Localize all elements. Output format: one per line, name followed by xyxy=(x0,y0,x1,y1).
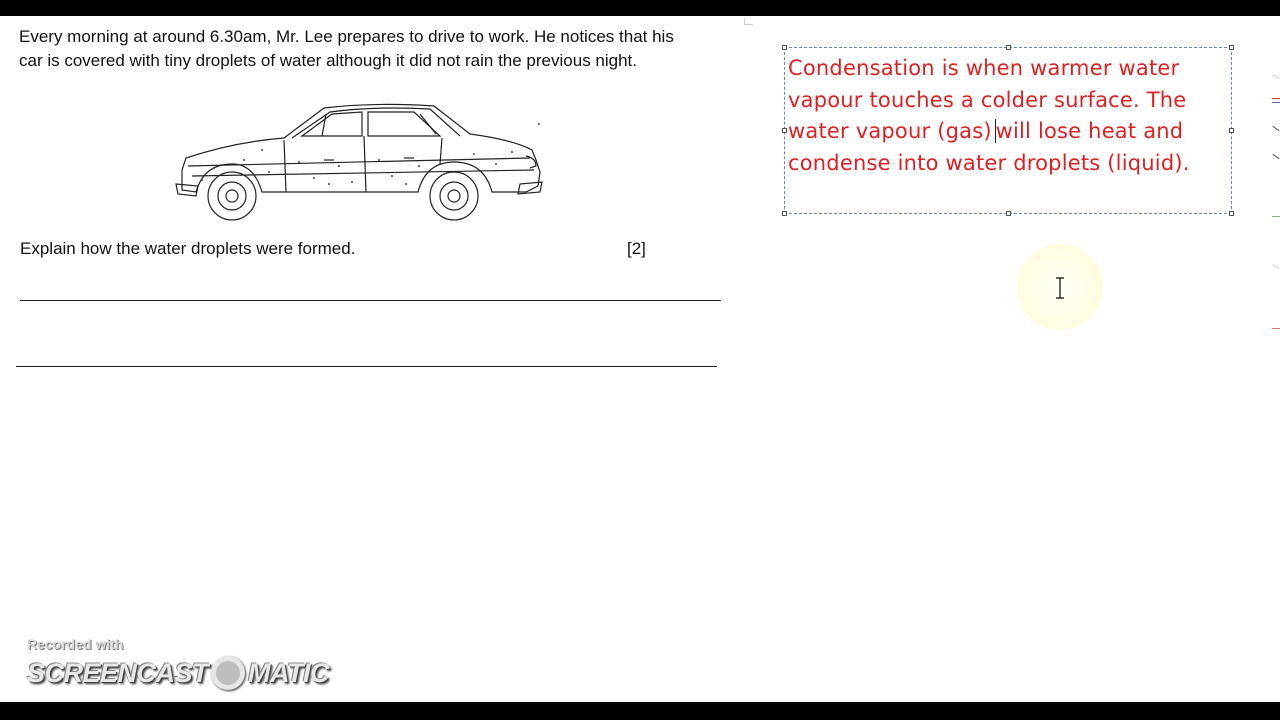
edge-mark xyxy=(1272,328,1280,329)
edge-mark xyxy=(1272,126,1279,131)
question-line-1: Every morning at around 6.30am, Mr. Lee prepares to drive to work. He notices that his xyxy=(19,27,674,46)
question-line-2: car is covered with tiny droplets of water although it did not rain the previous night. xyxy=(19,51,638,70)
resize-handle-top-right[interactable] xyxy=(1229,45,1234,50)
resize-handle-top-left[interactable] xyxy=(782,45,787,50)
ibeam-cursor-icon xyxy=(1053,276,1067,300)
answer-text-line-2: vapour touches a colder surface. The xyxy=(788,87,1187,112)
answer-line-2[interactable] xyxy=(16,366,717,367)
edge-annotations xyxy=(1270,66,1280,346)
resize-handle-bottom-left[interactable] xyxy=(782,211,787,216)
resize-handle-bottom[interactable] xyxy=(1006,211,1011,216)
edge-mark xyxy=(1272,74,1279,79)
crop-mark xyxy=(744,18,753,25)
answer-text-line-4: condense into water droplets (liquid). xyxy=(788,150,1190,175)
answer-text-line-3 xyxy=(788,116,1228,148)
edge-mark xyxy=(1272,154,1279,159)
resize-handle-top[interactable] xyxy=(1006,45,1011,50)
resize-handle-right[interactable] xyxy=(1229,128,1234,133)
record-circle-icon xyxy=(211,656,245,690)
screencast-logo xyxy=(27,656,329,690)
answer-text-box[interactable] xyxy=(784,47,1232,214)
watermark-recorded-with: Recorded with xyxy=(27,636,124,652)
question-prompt: Explain how the water droplets were formed. xyxy=(20,239,356,258)
edge-mark xyxy=(1272,264,1279,269)
watermark-brand-right: MATIC xyxy=(248,657,330,688)
watermark-brand-left: SCREENCAST xyxy=(27,657,209,688)
edge-mark xyxy=(1272,216,1280,217)
marks-allocation: [2] xyxy=(627,239,646,258)
edge-mark xyxy=(1272,102,1280,103)
resize-handle-bottom-right[interactable] xyxy=(1229,211,1234,216)
answer-text-line-3b: will lose heat and xyxy=(995,119,1184,143)
answer-text-line-1: Condensation is when warmer water xyxy=(788,56,1180,80)
edge-mark xyxy=(1272,98,1280,99)
document-page xyxy=(0,16,1280,702)
answer-text-line-3a: water vapour (gas) xyxy=(788,119,999,143)
answer-text[interactable] xyxy=(788,53,1228,179)
question-text xyxy=(19,25,754,73)
car-illustration xyxy=(174,100,544,226)
answer-line-1[interactable] xyxy=(20,300,721,301)
screencast-watermark xyxy=(27,636,329,690)
resize-handle-left[interactable] xyxy=(782,128,787,133)
